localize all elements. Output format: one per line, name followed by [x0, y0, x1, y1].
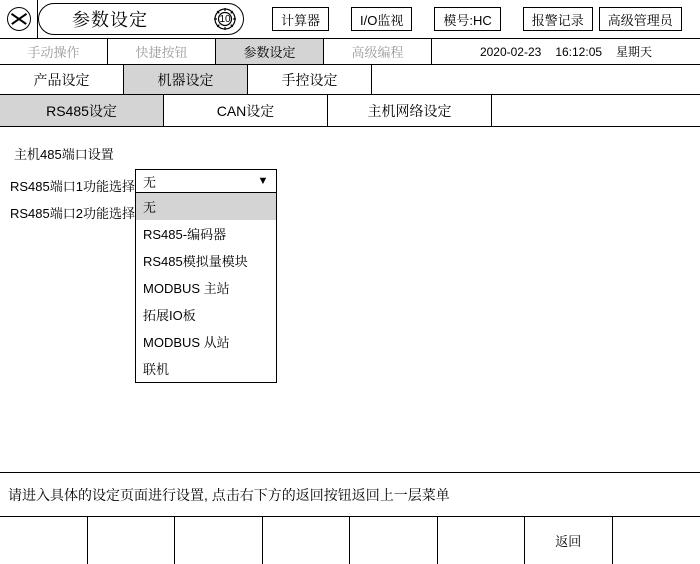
bottom-button-bar	[0, 517, 700, 564]
tab-machine-setting[interactable]: 机器设定	[124, 65, 248, 94]
tab-can-setting[interactable]: CAN设定	[164, 95, 328, 126]
datetime-display	[432, 39, 700, 64]
content-area	[0, 127, 700, 472]
sub-tab-bar-1	[0, 65, 700, 95]
menu-tab-manual-operation[interactable]: 手动操作	[0, 39, 108, 64]
dropdown-option-analog-module[interactable]: RS485模拟量模块	[136, 247, 276, 274]
dropdown-option-expansion-io[interactable]: 拓展IO板	[136, 301, 276, 328]
main-menu-bar	[0, 39, 700, 65]
date-text: 2020-02-23	[479, 44, 542, 59]
time-text: 16:12:05	[555, 44, 603, 59]
bottom-slot-6[interactable]	[438, 517, 526, 564]
bottom-slot-4[interactable]	[263, 517, 351, 564]
gear-icon[interactable]	[210, 4, 240, 34]
weekday-text: 星期天	[616, 45, 653, 59]
rs485-port1-selected-value: 无	[143, 174, 157, 190]
tab-handheld-setting[interactable]: 手控设定	[248, 65, 372, 94]
page-title: 参数设定	[72, 10, 148, 30]
tab-host-network-setting[interactable]: 主机网络设定	[328, 95, 492, 126]
bottom-slot-2[interactable]	[88, 517, 176, 564]
machine-logo-icon	[0, 0, 38, 38]
dropdown-option-online[interactable]: 联机	[136, 355, 276, 382]
user-level-button[interactable]: 高级管理员	[599, 7, 682, 31]
dropdown-option-encoder[interactable]: RS485-编码器	[136, 220, 276, 247]
dropdown-option-modbus-slave[interactable]: MODBUS 从站	[136, 328, 276, 355]
bottom-slot-3[interactable]	[175, 517, 263, 564]
rs485-port1-dropdown-list[interactable]	[135, 193, 277, 383]
bottom-slot-5[interactable]	[350, 517, 438, 564]
chevron-down-icon[interactable]: ▼	[257, 175, 269, 187]
dropdown-option-modbus-master[interactable]: MODBUS 主站	[136, 274, 276, 301]
calculator-button[interactable]: 计算器	[272, 7, 329, 31]
status-bar	[0, 472, 700, 517]
gear-number: 10	[219, 13, 231, 25]
logo-circle-icon	[7, 7, 31, 31]
section-title: 主机485端口设置	[14, 147, 114, 162]
alarm-log-button[interactable]: 报警记录	[523, 7, 593, 31]
status-message: 请进入具体的设定页面进行设置, 点击右下方的返回按钮返回上一层菜单	[8, 486, 450, 503]
tab-rs485-setting[interactable]: RS485设定	[0, 95, 164, 126]
bottom-slot-1[interactable]	[0, 517, 88, 564]
bottom-back-button[interactable]: 返回	[525, 517, 613, 564]
rs485-port1-select[interactable]	[135, 169, 277, 193]
menu-tab-advanced-programming[interactable]: 高级编程	[324, 39, 432, 64]
page-title-container	[38, 0, 248, 38]
top-bar	[0, 0, 700, 39]
tab-product-setting[interactable]: 产品设定	[0, 65, 124, 94]
menu-tab-parameter-setting[interactable]: 参数设定	[216, 39, 324, 64]
mold-no-button[interactable]: 模号:HC	[434, 7, 500, 31]
dropdown-option-none[interactable]: 无	[136, 193, 276, 220]
io-monitor-button[interactable]: I/O监视	[351, 7, 412, 31]
menu-tab-quick-buttons[interactable]: 快捷按钮	[108, 39, 216, 64]
bottom-slot-8[interactable]	[613, 517, 700, 564]
top-button-group	[262, 7, 682, 31]
rs485-port2-label: RS485端口2功能选择	[10, 206, 135, 221]
rs485-port1-label: RS485端口1功能选择	[10, 179, 135, 194]
sub-tab-bar-2	[0, 95, 700, 127]
